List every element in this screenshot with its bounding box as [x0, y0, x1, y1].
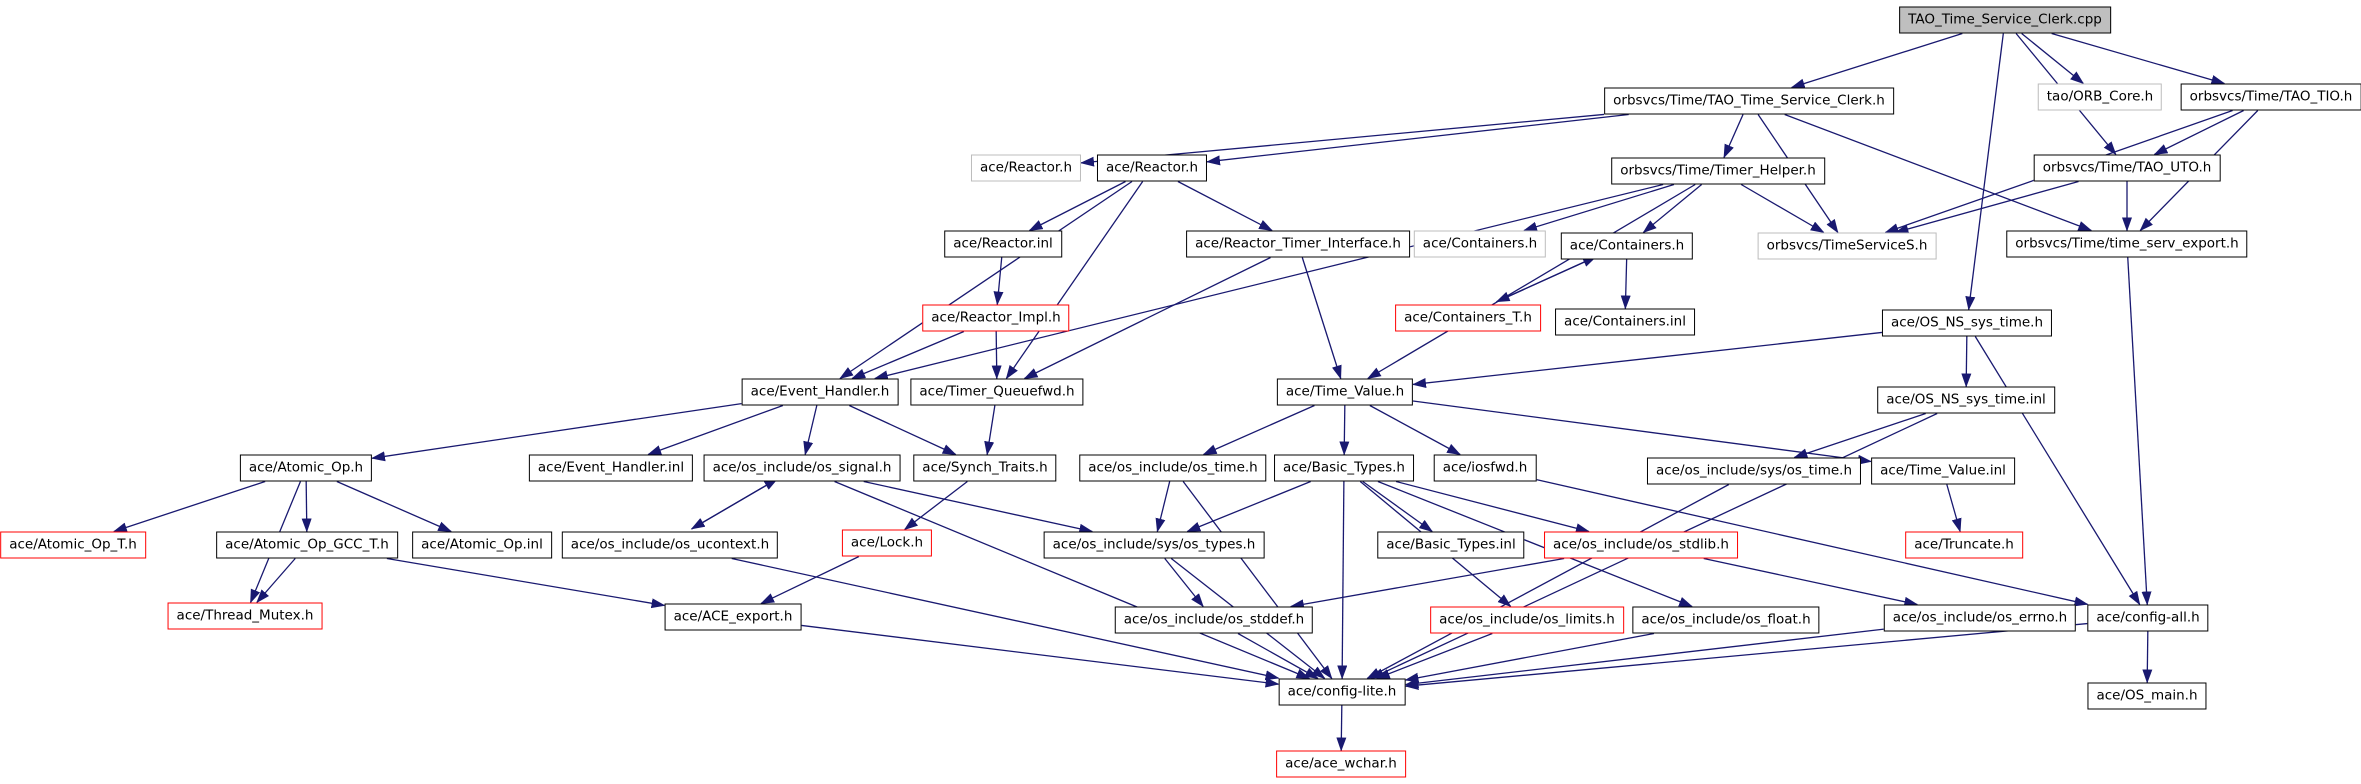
- graph-node-os_ns_sys_time[interactable]: ace/OS_NS_sys_time.h: [1882, 310, 2052, 337]
- include-edge-reactor-to-reactor_inl: [1029, 182, 1125, 231]
- include-edge-basic_types-to-config_lite: [1342, 482, 1344, 679]
- graph-node-os_float[interactable]: ace/os_include/os_float.h: [1632, 607, 1819, 634]
- include-edge-containers-to-containers_inl: [1625, 260, 1626, 309]
- include-edge-os_ns_sys_time-to-os_ns_sys_time_inl: [1966, 337, 1967, 387]
- include-edge-reactor-to-event_handler: [840, 182, 1132, 379]
- include-edge-timer_helper-to-containers_gray: [1524, 185, 1674, 231]
- include-edge-clerk_cpp-to-orb_core: [2022, 34, 2084, 84]
- include-edge-timer_helper-to-timeservices: [1741, 185, 1824, 233]
- include-edge-atomic_op_gcc_t-to-thread_mutex: [257, 559, 295, 603]
- graph-node-atomic_op[interactable]: ace/Atomic_Op.h: [240, 455, 372, 482]
- include-edge-event_handler-to-synch_traits: [849, 406, 955, 455]
- graph-node-config_lite[interactable]: ace/config-lite.h: [1279, 679, 1406, 706]
- graph-node-reactor[interactable]: ace/Reactor.h: [1097, 155, 1207, 182]
- graph-node-os_ucontext[interactable]: ace/os_include/os_ucontext.h: [562, 532, 778, 559]
- include-edge-ace_export-to-config_lite: [802, 625, 1279, 684]
- include-edge-os_time-to-sys_os_types: [1157, 482, 1169, 532]
- include-edge-event_handler-to-os_signal: [805, 406, 817, 455]
- include-edge-timer_queuefwd-to-synch_traits: [987, 406, 995, 455]
- graph-node-reactor_gray[interactable]: ace/Reactor.h: [971, 155, 1081, 182]
- include-edge-os_float-to-config_lite: [1406, 634, 1655, 681]
- graph-node-os_limits[interactable]: ace/os_include/os_limits.h: [1430, 607, 1624, 634]
- graph-node-synch_traits[interactable]: ace/Synch_Traits.h: [913, 455, 1056, 482]
- include-edge-containers_t-to-containers: [1497, 257, 1596, 302]
- include-edge-synch_traits-to-lock: [905, 482, 968, 530]
- graph-node-basic_types[interactable]: ace/Basic_Types.h: [1274, 455, 1414, 482]
- graph-node-containers_inl[interactable]: ace/Containers.inl: [1555, 309, 1695, 336]
- graph-node-os_stddef[interactable]: ace/os_include/os_stddef.h: [1115, 607, 1313, 634]
- graph-node-atomic_op_inl[interactable]: ace/Atomic_Op.inl: [412, 532, 552, 559]
- graph-node-time_value[interactable]: ace/Time_Value.h: [1277, 379, 1413, 406]
- graph-node-truncate[interactable]: ace/Truncate.h: [1905, 532, 2023, 559]
- graph-node-time_serv_export[interactable]: orbsvcs/Time/time_serv_export.h: [2006, 231, 2247, 258]
- graph-node-sys_os_types[interactable]: ace/os_include/sys/os_types.h: [1044, 532, 1265, 559]
- graph-node-iosfwd[interactable]: ace/iosfwd.h: [1434, 455, 1537, 482]
- include-edge-os_errno-to-config_lite: [1406, 629, 1885, 685]
- include-edge-atomic_op_gcc_t-to-ace_export: [387, 559, 665, 606]
- include-edge-time_value-to-time_value_inl: [1413, 401, 1871, 462]
- include-edge-event_handler-to-event_handler_inl: [648, 406, 783, 455]
- graph-node-sys_os_time[interactable]: ace/os_include/sys/os_time.h: [1647, 458, 1861, 485]
- include-edge-clerk_h-to-timer_helper: [1724, 115, 1743, 158]
- include-edge-config_lite-to-ace_wchar: [1341, 706, 1342, 751]
- graph-node-basic_types_inl[interactable]: ace/Basic_Types.inl: [1377, 532, 1524, 559]
- include-edge-os_time-to-config_lite: [1183, 482, 1332, 679]
- graph-node-timeservices[interactable]: orbsvcs/TimeServiceS.h: [1758, 233, 1937, 260]
- include-edge-timer_helper-to-event_handler: [875, 185, 1663, 379]
- graph-node-thread_mutex[interactable]: ace/Thread_Mutex.h: [168, 603, 323, 630]
- include-edge-basic_types-to-os_stdlib: [1396, 482, 1589, 532]
- graph-node-atomic_op_t[interactable]: ace/Atomic_Op_T.h: [0, 532, 146, 559]
- include-edge-clerk_h-to-reactor: [1207, 115, 1629, 162]
- include-edge-reactor_impl-to-timer_queuefwd: [996, 332, 997, 379]
- include-edge-reactor-to-rti: [1178, 182, 1272, 231]
- graph-node-time_value_inl[interactable]: ace/Time_Value.inl: [1871, 458, 2015, 485]
- graph-node-rti[interactable]: ace/Reactor_Timer_Interface.h: [1186, 231, 1410, 258]
- graph-node-tao_tio[interactable]: orbsvcs/Time/TAO_TIO.h: [2181, 84, 2361, 111]
- include-edge-clerk_cpp-to-os_ns_sys_time: [1969, 34, 2004, 310]
- graph-node-os_main[interactable]: ace/OS_main.h: [2087, 683, 2206, 710]
- include-edge-rti-to-time_value: [1302, 258, 1340, 379]
- graph-node-os_errno[interactable]: ace/os_include/os_errno.h: [1884, 605, 2076, 632]
- include-edge-os_ucontext-to-os_signal: [692, 479, 778, 529]
- include-edge-os_ns_sys_time_inl-to-sys_os_time: [1794, 414, 1925, 458]
- include-edge-lock-to-ace_export: [761, 557, 859, 604]
- include-edge-reactor_inl-to-reactor_impl: [997, 258, 1001, 305]
- include-edge-timer_helper-to-time_value: [1368, 185, 1695, 379]
- include-edge-config_all-to-os_main: [2147, 632, 2148, 683]
- include-edge-atomic_op-to-atomic_op_t: [114, 482, 265, 532]
- graph-node-event_handler_inl[interactable]: ace/Event_Handler.inl: [529, 455, 693, 482]
- graph-node-atomic_op_gcc_t[interactable]: ace/Atomic_Op_GCC_T.h: [216, 532, 398, 559]
- graph-node-lock[interactable]: ace/Lock.h: [842, 530, 932, 557]
- graph-node-clerk_cpp[interactable]: TAO_Time_Service_Clerk.cpp: [1899, 7, 2111, 34]
- include-edge-time_value-to-basic_types: [1344, 406, 1345, 455]
- include-edge-os_limits-to-config_lite: [1377, 634, 1493, 679]
- include-edge-time_serv_export-to-config_all: [2128, 258, 2147, 605]
- include-edge-basic_types-to-sys_os_types: [1187, 482, 1310, 532]
- include-edge-sys_os_types-to-os_stddef: [1165, 559, 1203, 607]
- include-edge-event_handler-to-atomic_op: [372, 404, 742, 459]
- graph-node-config_all[interactable]: ace/config-all.h: [2087, 605, 2208, 632]
- graph-node-timer_queuefwd[interactable]: ace/Timer_Queuefwd.h: [910, 379, 1083, 406]
- graph-node-event_handler[interactable]: ace/Event_Handler.h: [742, 379, 899, 406]
- include-edge-sys_os_time-to-config_lite: [1367, 485, 1729, 679]
- include-edge-atomic_op-to-atomic_op_inl: [337, 482, 451, 532]
- include-edge-atomic_op-to-atomic_op_gcc_t: [306, 482, 307, 532]
- include-edge-os_stdlib-to-os_stddef: [1291, 559, 1564, 607]
- graph-node-containers[interactable]: ace/Containers.h: [1561, 233, 1693, 260]
- graph-node-ace_wchar[interactable]: ace/ace_wchar.h: [1276, 751, 1406, 778]
- graph-node-timer_helper[interactable]: orbsvcs/Time/Timer_Helper.h: [1611, 158, 1825, 185]
- include-edge-time_value-to-iosfwd: [1370, 406, 1460, 455]
- include-edge-os_signal-to-sys_os_types: [864, 482, 1093, 532]
- include-edge-time_value-to-os_time: [1204, 406, 1315, 455]
- graph-node-containers_t[interactable]: ace/Containers_T.h: [1395, 305, 1541, 332]
- include-edge-tao_uto-to-timeservices: [1895, 182, 2078, 233]
- graph-node-os_ns_sys_time_inl[interactable]: ace/OS_NS_sys_time.inl: [1877, 387, 2055, 414]
- graph-node-os_time[interactable]: ace/os_include/os_time.h: [1079, 455, 1266, 482]
- graph-node-os_stdlib[interactable]: ace/os_include/os_stdlib.h: [1544, 532, 1738, 559]
- graph-node-reactor_inl[interactable]: ace/Reactor.inl: [944, 231, 1062, 258]
- graph-node-reactor_impl[interactable]: ace/Reactor_Impl.h: [922, 305, 1069, 332]
- include-edge-os_stdlib-to-os_errno: [1704, 559, 1918, 605]
- include-edge-clerk_cpp-to-tao_tio: [2052, 34, 2225, 84]
- graph-node-ace_export[interactable]: ace/ACE_export.h: [665, 604, 802, 631]
- include-edge-time_value_inl-to-truncate: [1947, 485, 1960, 532]
- include-edge-tao_tio-to-tao_uto: [2154, 111, 2243, 155]
- include-edge-reactor-to-timer_queuefwd: [1006, 182, 1142, 379]
- graph-node-containers_gray[interactable]: ace/Containers.h: [1414, 231, 1546, 258]
- include-edge-reactor_impl-to-event_handler: [852, 332, 964, 379]
- include-edge-os_ns_sys_time-to-time_value: [1413, 332, 1882, 384]
- include-edge-clerk_cpp-to-clerk_h: [1792, 34, 1963, 88]
- graph-node-os_signal[interactable]: ace/os_include/os_signal.h: [704, 455, 901, 482]
- graph-node-orb_core[interactable]: tao/ORB_Core.h: [2038, 84, 2162, 111]
- graph-node-clerk_h[interactable]: orbsvcs/Time/TAO_Time_Service_Clerk.h: [1604, 88, 1894, 115]
- graph-node-tao_uto[interactable]: orbsvcs/Time/TAO_UTO.h: [2034, 155, 2221, 182]
